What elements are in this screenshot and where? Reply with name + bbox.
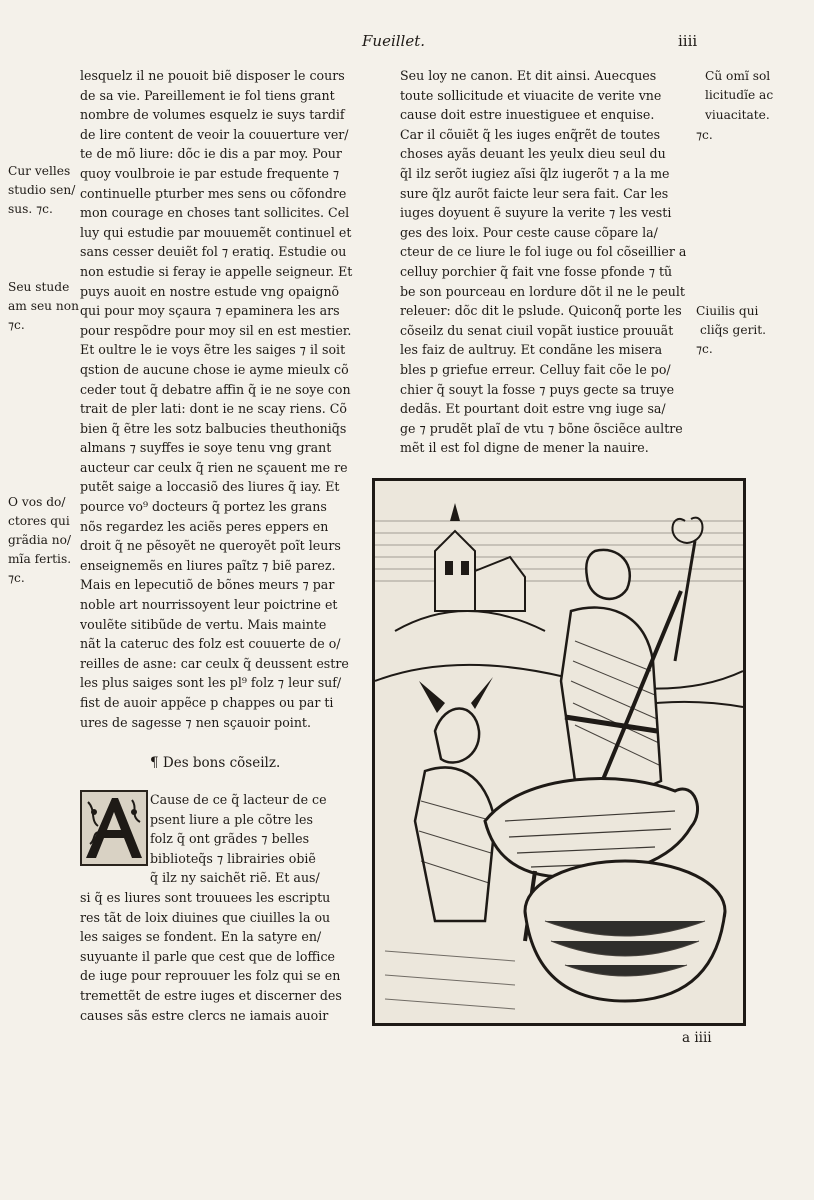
margin-note: Ciuilis qui (696, 304, 759, 318)
text-line: cause doit estre inuestiguee et enquise. (400, 107, 655, 123)
text-line: nõs regardez les aciẽs peres eppers en (80, 518, 329, 534)
text-line: nombre de volumes esquelz ie suys tardif (80, 107, 345, 123)
text-line: pour respõdre pour moy sil en est mestier. (80, 322, 352, 338)
margin-note: ctores qui (8, 514, 70, 528)
text-line: les plus saiges sont les pl⁹ folz ⁊ leur suf/ (80, 675, 342, 691)
text-line: qui pour moy sçaura ⁊ epaminera les ars (80, 303, 340, 319)
text-line: les faiz de aultruy. Et condãne les misera (400, 342, 663, 358)
text-line: nãt la cateruc des folz est couuerte de o/ (80, 636, 341, 652)
margin-note: Cũ omĩ sol (705, 69, 771, 83)
text-line: putẽt saige a loccasiõ des liures q̃ iay. Et (80, 479, 340, 495)
section-heading: ¶ Des bons cõseilz. (150, 755, 281, 771)
text-line: ceder tout q̃ debatre affin q̃ ie ne soye con (80, 381, 351, 397)
text-line: continuelle pturber mes sens ou cõfondre (80, 185, 347, 201)
margin-note: am seu non (8, 299, 79, 313)
paragraph-indented (150, 790, 376, 888)
text-line: ge ⁊ prudẽt plaĩ de vtu ⁊ bõne õsciẽce aultre (400, 420, 683, 436)
text-line: de lire content de veoir la couuerture ver/ (80, 126, 349, 142)
text-line: qstion de aucune chose ie ayme mieulx cõ (80, 361, 349, 377)
margin-note: ⁊c. (8, 571, 25, 585)
left-column (80, 66, 380, 732)
text-line: Cause de ce q̃ lacteur de ce (150, 792, 327, 807)
margin-note: O vos do/ (8, 495, 66, 509)
text-line: enseignemẽs en liures paĩtz ⁊ biẽ parez. (80, 557, 336, 573)
text-line: Car il cõuiẽt q̃ les iuges enq̃rẽt de toutes (400, 126, 661, 142)
page-header (0, 32, 814, 54)
text-line: choses ayãs deuant les yeulx dieu seul du (400, 146, 666, 162)
ornament-icon (82, 792, 146, 864)
margin-note: licitudĩe ac (705, 88, 774, 102)
text-line: cõseilz du senat ciuil vopãt iustice prouuãt (400, 322, 674, 338)
text-line: lesquelz il ne pouoit biẽ disposer le cours (80, 68, 345, 83)
text-line: sure q̃lz aurõt faicte leur sera fait. Car les (400, 185, 669, 201)
text-line: voulẽte sitibũde de vertu. Mais mainte (80, 616, 327, 632)
margin-note: viuacitate. (705, 108, 770, 122)
text-line: reilles de asne: car ceulx q̃ deussent estre (80, 655, 349, 671)
margin-note: grãdia no/ (8, 533, 72, 547)
woodcut-illustration (372, 478, 746, 1026)
text-line: cteur de ce liure le fol iuge ou fol cõseillier a (400, 244, 687, 260)
text-line: res tãt de loix diuines que ciuilles la ou (80, 909, 331, 925)
text-line: iuges doyuent ẽ suyure la verite ⁊ les vesti (400, 205, 672, 221)
text-line: releuer: dõc dit le pslude. Quiconq̃ porte les (400, 303, 682, 319)
text-line: q̃l ilz serõt iugiez aĩsi q̃lz iugerõt ⁊ a la me (400, 165, 670, 181)
text-line: psent liure a ple cõtre les (150, 811, 313, 827)
margin-note: Cur velles (8, 164, 71, 178)
text-line: droit q̃ ne pẽsoyẽt ne queroyẽt poĩt leurs (80, 538, 341, 554)
margin-note: Seu stude (8, 280, 70, 294)
margin-note: cliq̃s gerit. (700, 323, 767, 337)
decorated-initial-a (80, 790, 148, 866)
text-line: almans ⁊ suyffes ie soye tenu vng grant (80, 440, 332, 456)
text-line: pource vo⁹ docteurs q̃ portez les grans (80, 499, 327, 515)
text-line: Mais en lepecutiõ de bõnes meurs ⁊ par (80, 577, 335, 593)
margin-note: ⁊c. (696, 342, 713, 356)
text-line: Et oultre le ie voys ẽtre les saiges ⁊ il soit (80, 342, 346, 358)
margin-note: ⁊c. (8, 318, 25, 332)
text-line: quoy voulbroie ie par estude frequente ⁊ (80, 165, 340, 181)
running-head: Fueillet. (362, 32, 426, 50)
text-line: Seu loy ne canon. Et dit ainsi. Auecques (400, 68, 657, 83)
text-line: toute sollicitude et viuacite de verite vne (400, 87, 662, 103)
text-line: suyuante il parle que cest que de loffice (80, 948, 335, 964)
text-line: de sa vie. Pareillement ie fol tiens grant (80, 87, 335, 103)
text-line: mon courage en choses tant sollicites. Cel (80, 205, 350, 221)
text-line: ges des loix. Pour ceste cause cõpare la/ (400, 224, 658, 240)
text-line: si q̃ es liures sont trouuees les escriptu (80, 890, 331, 905)
text-line: aucteur car ceulx q̃ rien ne sçauent me re (80, 459, 348, 475)
text-line: noble art nourrissoyent leur poictrine et (80, 597, 338, 613)
text-line: te de mõ liure: dõc ie dis a par moy. Pour (80, 146, 342, 162)
text-line: non estudie si feray ie appelle seigneur. Et (80, 263, 353, 279)
text-line: ures de sagesse ⁊ nen sçauoir point. (80, 714, 311, 730)
text-line: be son pourceau en lordure dõt il ne le peult (400, 283, 685, 299)
text-line: mẽt il est fol digne de mener la nauire. (400, 440, 649, 456)
right-column (400, 66, 692, 458)
margin-note: ⁊c. (696, 128, 713, 142)
text-line: causes sãs estre clercs ne iamais auoir (80, 1007, 329, 1023)
text-line: q̃ ilz ny saichẽt riẽ. Et aus/ (150, 870, 320, 886)
text-line: celluy porchier q̃ fait vne fosse pfonde ⁊ tũ (400, 263, 673, 279)
text-line: luy qui estudie par mouuemẽt continuel et (80, 224, 352, 240)
text-line: bien q̃ ẽtre les sotz balbucies theuthoniq̃s (80, 420, 347, 436)
text-line: tremettẽt de estre iuges et discerner des (80, 987, 342, 1003)
text-line: biblioteq̃s ⁊ librairies obiẽ (150, 850, 316, 866)
text-line: sans cesser deuiẽt fol ⁊ eratiq. Estudie ou (80, 244, 347, 260)
margin-note: mĩa fertis. (8, 552, 72, 566)
text-line: dedãs. Et pourtant doit estre vng iuge sa/ (400, 401, 666, 417)
text-line: bles p griefue erreur. Celluy fait cõe le po/ (400, 361, 671, 377)
signature-mark: a iiii (682, 1030, 712, 1046)
text-line: folz q̃ ont grãdes ⁊ belles (150, 831, 310, 847)
text-line: puys auoit en nostre estude vng opaignõ (80, 283, 340, 299)
text-line: chier q̃ souyt la fosse ⁊ puys gecte sa truye (400, 381, 675, 397)
text-line: fist de auoir appẽce p chappes ou par ti (80, 695, 334, 710)
margin-note: studio sen/ (8, 183, 76, 197)
paragraph-full (80, 888, 376, 1025)
text-line: les saiges se fondent. En la satyre en/ (80, 929, 322, 945)
text-line: trait de pler lati: dont ie ne scay riens. Cõ (80, 401, 347, 417)
text-line: de iuge pour reprouuer les folz qui se en (80, 968, 341, 984)
woodcut-fool-and-pig-image (375, 481, 743, 1023)
margin-note: sus. ⁊c. (8, 202, 53, 216)
folio-number: iiii (678, 32, 698, 50)
